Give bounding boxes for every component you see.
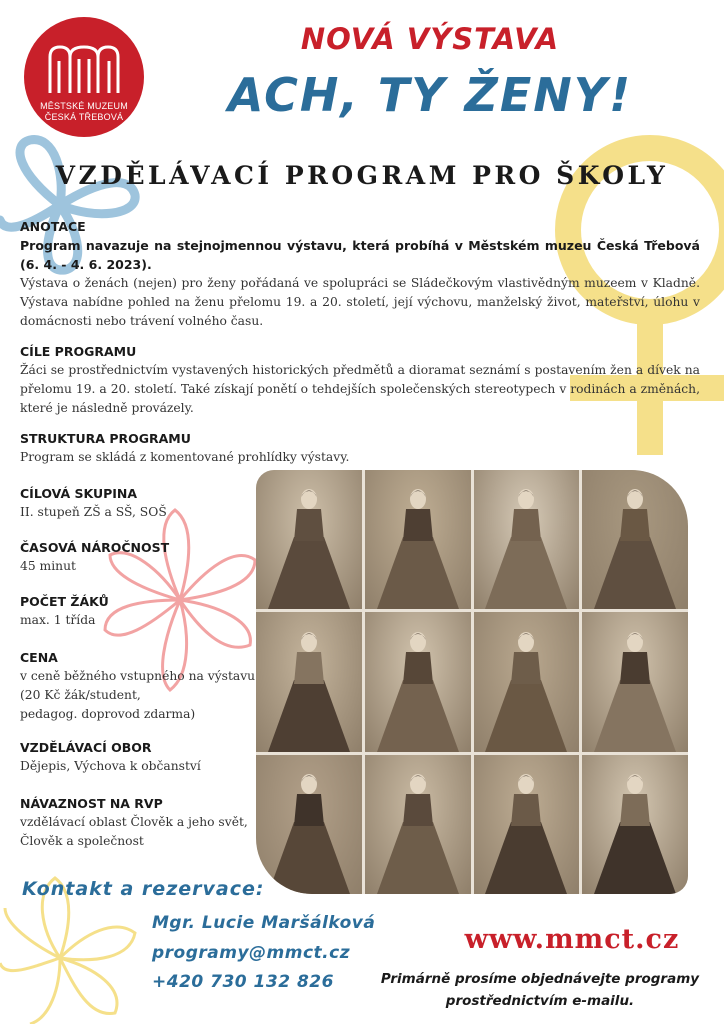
section-heading: NÁVAZNOST NA RVP (20, 796, 163, 811)
portrait-photo (256, 470, 362, 609)
section-body: Program se skládá z komentované prohlídky výstavy. (20, 450, 350, 464)
woman-figure-icon (264, 479, 354, 609)
section-heading: CENA (20, 650, 58, 665)
section-heading: CÍLE PROGRAMU (20, 344, 137, 359)
portrait-photo (474, 755, 580, 894)
logo-text-line1: MĚSTSKÉ MUZEUM (40, 101, 128, 111)
section-cena (20, 648, 270, 724)
woman-figure-icon (481, 764, 571, 894)
contact-name: Mgr. Lucie Maršálková (152, 913, 376, 933)
section-body-line: (20 Kč žák/student, (20, 688, 141, 702)
section-heading: POČET ŽÁKŮ (20, 594, 109, 609)
museum-logo (24, 17, 144, 137)
section-heading: ANOTACE (20, 219, 86, 234)
woman-figure-icon (481, 622, 571, 752)
woman-figure-icon (264, 764, 354, 894)
woman-figure-icon (373, 622, 463, 752)
portrait-photo (582, 755, 688, 894)
section-lead: Program navazuje na stejnojmennou výstavu, která probíhá v Městském muzeu Česká Třebová (6. 4. - 4. 6. 2023). (20, 238, 700, 272)
woman-figure-icon (481, 479, 571, 609)
portrait-photo (256, 755, 362, 894)
logo-text-line2: ČESKÁ TŘEBOVÁ (44, 112, 124, 122)
portrait-photo (365, 612, 471, 751)
portrait-photo (474, 612, 580, 751)
section-skupina (20, 484, 270, 522)
section-body: Výstava o ženách (nejen) pro ženy pořádaná ve spolupráci se Sládečkovým vlastivědným muzeem v Kladně. Výstava nabídne pohled na ženu přelomu 19. a 20. století, její výchovu, manželský život, mateřství, úlohu v domácnosti nebo trávení volného času. (20, 276, 700, 328)
section-body: Žáci se prostřednictvím vystavených historických předmětů a dioramat seznámí s postavením žen a dívek na přelomu 19. a 20. století. Také získají ponětí o tehdejších společenských stereotypech v rodinách a změnách, které je následně provázely. (20, 363, 700, 415)
woman-figure-icon (590, 764, 680, 894)
note-line2: prostřednictvím e-mailu. (445, 993, 635, 1009)
section-struktura (20, 429, 700, 467)
exhibition-title: ACH, TY ŽENY! (227, 68, 633, 122)
portrait-photo (256, 612, 362, 751)
woman-figure-icon (264, 622, 354, 752)
section-obor (20, 738, 270, 776)
section-body: max. 1 třída (20, 613, 96, 627)
portrait-photo (582, 612, 688, 751)
exhibition-label: NOVÁ VÝSTAVA (300, 22, 560, 56)
section-cile (20, 342, 700, 418)
woman-figure-icon (373, 764, 463, 894)
section-body: Dějepis, Výchova k občanství (20, 759, 201, 773)
section-body-line: Člověk a společnost (20, 834, 144, 848)
section-heading: VZDĚLÁVACÍ OBOR (20, 740, 152, 755)
section-body-line: pedagog. doprovod zdarma) (20, 707, 196, 721)
contact-phone[interactable]: +420 730 132 826 (152, 972, 334, 992)
section-narocnost (20, 538, 270, 576)
section-body: II. stupeň ZŠ a SŠ, SOŠ (20, 505, 167, 519)
section-body-line: vzdělávací oblast Člověk a jeho svět, (20, 815, 248, 829)
section-anotace (20, 217, 700, 331)
portrait-photo (365, 470, 471, 609)
portrait-photo (582, 470, 688, 609)
section-pocet (20, 592, 270, 630)
portrait-photo (365, 755, 471, 894)
section-rvp (20, 794, 270, 851)
website-link[interactable]: www.mmct.cz (464, 924, 680, 955)
contact-heading: Kontakt a rezervace: (22, 878, 265, 900)
woman-figure-icon (373, 479, 463, 609)
portrait-photo (474, 470, 580, 609)
contact-email[interactable]: programy@mmct.cz (152, 943, 351, 963)
program-heading: VZDĚLÁVACÍ PROGRAM PRO ŠKOLY (55, 161, 669, 190)
section-heading: CÍLOVÁ SKUPINA (20, 486, 138, 501)
woman-figure-icon (590, 622, 680, 752)
note-line1: Primárně prosíme objednávejte programy (380, 971, 700, 987)
museum-logo-icon (46, 43, 122, 95)
section-body-line: v ceně běžného vstupného na výstavu (20, 669, 256, 683)
section-body: 45 minut (20, 559, 76, 573)
historical-photo-collage (256, 470, 688, 894)
section-heading: STRUKTURA PROGRAMU (20, 431, 191, 446)
section-heading: ČASOVÁ NÁROČNOST (20, 540, 170, 555)
woman-figure-icon (590, 479, 680, 609)
